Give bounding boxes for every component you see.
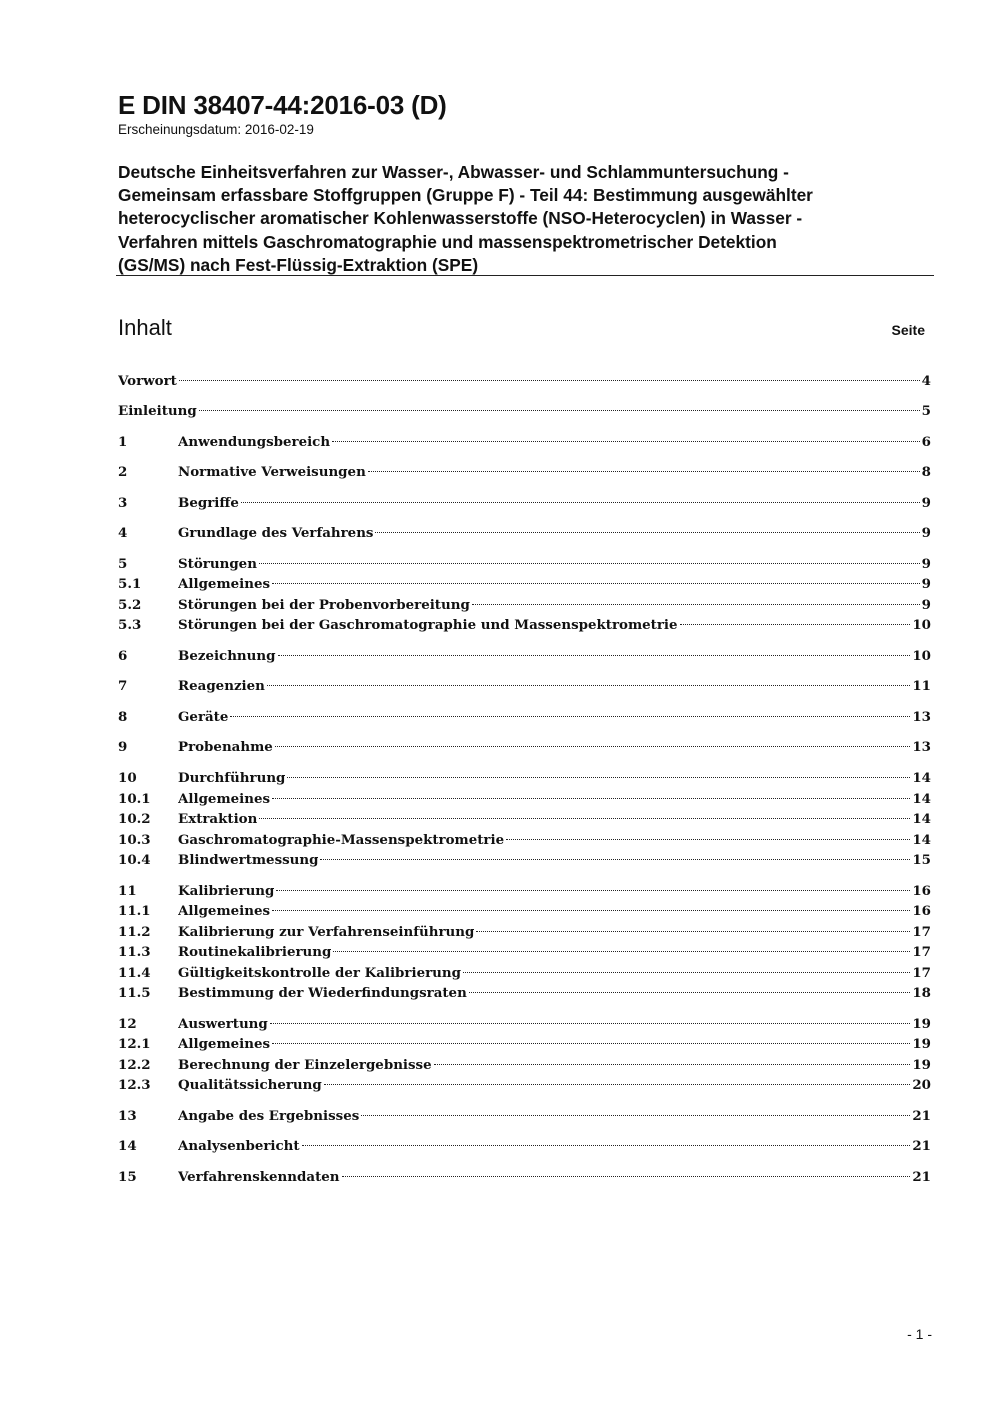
toc-entry-label: Störungen bbox=[178, 556, 257, 572]
toc-entry-label: Verfahrenskenndaten bbox=[178, 1169, 340, 1185]
toc-entry-number: 7 bbox=[118, 678, 128, 694]
toc-entry-page: 21 bbox=[912, 1108, 931, 1124]
toc-entry-page: 9 bbox=[921, 525, 931, 541]
toc-dot-leader bbox=[241, 502, 920, 503]
toc-dot-leader bbox=[320, 859, 910, 860]
toc-entry-number: 5.3 bbox=[118, 617, 142, 633]
toc-entry-number: 4 bbox=[118, 525, 128, 541]
toc-dot-leader bbox=[275, 746, 911, 747]
toc-entry-page: 13 bbox=[912, 709, 931, 725]
toc-entry-label: Reagenzien bbox=[178, 678, 265, 694]
toc-entry-number: 10.3 bbox=[118, 832, 151, 848]
toc-entry[interactable] bbox=[118, 371, 931, 391]
title-line: heterocyclischer aromatischer Kohlenwasserstoffe (NSO-Heterocyclen) in Wasser - bbox=[118, 208, 803, 229]
toc-dot-leader bbox=[302, 1145, 911, 1146]
toc-entry-number: 12.1 bbox=[118, 1036, 151, 1052]
toc-entry-page: 5 bbox=[921, 403, 931, 419]
toc-entry-label: Angabe des Ergebnisses bbox=[178, 1108, 360, 1124]
toc-entry-page: 9 bbox=[921, 495, 931, 511]
toc-entry[interactable] bbox=[118, 942, 931, 962]
toc-dot-leader bbox=[278, 655, 911, 656]
title-line: Gemeinsam erfassbare Stoffgruppen (Gruppe F) - Teil 44: Bestimmung ausgewählter bbox=[118, 185, 813, 206]
toc-entry-label: Allgemeines bbox=[178, 1036, 271, 1052]
toc-entry[interactable] bbox=[118, 830, 931, 850]
toc-entry[interactable] bbox=[118, 615, 931, 635]
toc-entry-page: 14 bbox=[912, 811, 931, 827]
toc-entry[interactable] bbox=[118, 707, 931, 727]
toc-entry-number: 11.1 bbox=[118, 903, 151, 919]
toc-entry[interactable] bbox=[118, 1167, 931, 1187]
toc-entry-label: Gültigkeitskontrolle der Kalibrierung bbox=[178, 965, 461, 981]
toc-entry-number: 6 bbox=[118, 648, 128, 664]
toc-entry-label: Kalibrierung zur Verfahrenseinführung bbox=[178, 924, 475, 940]
toc-entry-number: 15 bbox=[118, 1169, 137, 1185]
toc-entry-number: 12.2 bbox=[118, 1057, 151, 1073]
toc-entry[interactable] bbox=[118, 554, 931, 574]
toc-entry[interactable] bbox=[118, 462, 931, 482]
toc-dot-leader bbox=[276, 890, 910, 891]
toc-entry-number: 11.4 bbox=[118, 965, 151, 981]
toc-entry[interactable] bbox=[118, 963, 931, 983]
toc-entry[interactable] bbox=[118, 401, 931, 421]
toc-entry-label: Auswertung bbox=[178, 1016, 268, 1032]
toc-entry-label: Extraktion bbox=[178, 811, 258, 827]
toc-entry-label: Qualitätssicherung bbox=[178, 1077, 322, 1093]
toc-dot-leader bbox=[272, 798, 910, 799]
toc-entry-label: Störungen bei der Gaschromatographie und Massenspektrometrie bbox=[178, 617, 678, 633]
toc-entry-label: Allgemeines bbox=[178, 903, 271, 919]
toc-entry-label: Einleitung bbox=[118, 403, 197, 419]
toc-entry-number: 12.3 bbox=[118, 1077, 151, 1093]
toc-dot-leader bbox=[259, 818, 910, 819]
toc-entry[interactable] bbox=[118, 789, 931, 809]
toc-dot-leader bbox=[434, 1064, 911, 1065]
toc-entry-number: 10.4 bbox=[118, 852, 151, 868]
toc-entry[interactable] bbox=[118, 1055, 931, 1075]
toc-entry-number: 10.2 bbox=[118, 811, 151, 827]
toc-entry[interactable] bbox=[118, 901, 931, 921]
title-line: (GS/MS) nach Fest-Flüssig-Extraktion (SPE) bbox=[118, 254, 479, 275]
toc-entry-number: 11.2 bbox=[118, 924, 151, 940]
toc-dot-leader bbox=[476, 931, 910, 932]
toc-entry-number: 2 bbox=[118, 464, 128, 480]
toc-dot-leader bbox=[375, 532, 919, 533]
toc-entry-page: 21 bbox=[912, 1169, 931, 1185]
toc-entry-number: 11.5 bbox=[118, 985, 151, 1001]
toc-entry[interactable] bbox=[118, 523, 931, 543]
toc-entry-page: 17 bbox=[912, 944, 931, 960]
toc-entry-label: Anwendungsbereich bbox=[178, 434, 331, 450]
toc-entry-label: Gaschromatographie-Massenspektrometrie bbox=[178, 832, 505, 848]
toc-dot-leader bbox=[259, 563, 920, 564]
toc-entry[interactable] bbox=[118, 493, 931, 513]
toc-dot-leader bbox=[368, 471, 920, 472]
toc-entry-number: 10 bbox=[118, 770, 137, 786]
toc-entry[interactable] bbox=[118, 983, 931, 1003]
toc-entry-page: 10 bbox=[912, 617, 931, 633]
toc-entry[interactable] bbox=[118, 595, 931, 615]
toc-entry-label: Routinekalibrierung bbox=[178, 944, 332, 960]
toc-dot-leader bbox=[342, 1176, 911, 1177]
toc-entry-label: Durchführung bbox=[178, 770, 286, 786]
toc-entry[interactable] bbox=[118, 574, 931, 594]
toc-entry[interactable] bbox=[118, 432, 931, 452]
toc-entry-number: 10.1 bbox=[118, 791, 151, 807]
toc-entry[interactable] bbox=[118, 737, 931, 757]
toc-entry-page: 19 bbox=[912, 1036, 931, 1052]
toc-entry-label: Analysenbericht bbox=[178, 1138, 300, 1154]
toc-entry-number: 11.3 bbox=[118, 944, 151, 960]
toc-entry[interactable] bbox=[118, 1106, 931, 1126]
toc-entry-number: 13 bbox=[118, 1108, 137, 1124]
toc-dot-leader bbox=[272, 910, 910, 911]
toc-dot-leader bbox=[270, 1023, 911, 1024]
toc-entry[interactable] bbox=[118, 1034, 931, 1054]
document-id: E DIN 38407-44:2016-03 (D) bbox=[118, 90, 447, 120]
toc-entry[interactable] bbox=[118, 676, 931, 696]
toc-entry[interactable] bbox=[118, 1014, 931, 1034]
toc-entry[interactable] bbox=[118, 850, 931, 870]
toc-entry-page: 8 bbox=[921, 464, 931, 480]
toc-entry-label: Probenahme bbox=[178, 739, 273, 755]
toc-entry-label: Blindwertmessung bbox=[178, 852, 319, 868]
toc-dot-leader bbox=[469, 992, 911, 993]
toc-entry[interactable] bbox=[118, 1136, 931, 1156]
toc-entry-page: 19 bbox=[912, 1057, 931, 1073]
toc-dot-leader bbox=[680, 624, 911, 625]
toc-entry-label: Normative Verweisungen bbox=[178, 464, 366, 480]
page-column-label: Seite bbox=[891, 322, 925, 338]
title-divider bbox=[116, 275, 934, 276]
toc-entry-label: Kalibrierung bbox=[178, 883, 275, 899]
toc-entry-page: 16 bbox=[912, 883, 931, 899]
toc-entry-page: 6 bbox=[921, 434, 931, 450]
toc-dot-leader bbox=[272, 583, 920, 584]
toc-entry[interactable] bbox=[118, 646, 931, 666]
toc-entry[interactable] bbox=[118, 881, 931, 901]
toc-entry-number: 11 bbox=[118, 883, 137, 899]
toc-entry-page: 9 bbox=[921, 556, 931, 572]
toc-dot-leader bbox=[287, 777, 910, 778]
toc-dot-leader bbox=[267, 685, 910, 686]
toc-entry-number: 5.1 bbox=[118, 576, 142, 592]
toc-entry[interactable] bbox=[118, 768, 931, 788]
toc-entry-label: Allgemeines bbox=[178, 576, 271, 592]
toc-entry-page: 21 bbox=[912, 1138, 931, 1154]
toc-entry-label: Bestimmung der Wiederfindungsraten bbox=[178, 985, 467, 1001]
toc-entry-page: 17 bbox=[912, 965, 931, 981]
toc-entry-page: 14 bbox=[912, 770, 931, 786]
toc-dot-leader bbox=[230, 716, 910, 717]
toc-entry-page: 15 bbox=[912, 852, 931, 868]
toc-entry-page: 19 bbox=[912, 1016, 931, 1032]
toc-entry-page: 16 bbox=[912, 903, 931, 919]
toc-entry-page: 4 bbox=[921, 373, 931, 389]
toc-entry-page: 13 bbox=[912, 739, 931, 755]
toc-entry-page: 9 bbox=[921, 576, 931, 592]
toc-entry-number: 5 bbox=[118, 556, 128, 572]
toc-entry-number: 14 bbox=[118, 1138, 137, 1154]
toc-dot-leader bbox=[199, 410, 920, 411]
toc-dot-leader bbox=[179, 380, 920, 381]
toc-entry-page: 10 bbox=[912, 648, 931, 664]
toc-heading: Inhalt bbox=[118, 315, 172, 340]
page-number: - 1 - bbox=[907, 1326, 932, 1342]
title-line: Verfahren mittels Gaschromatographie und massenspektrometrischer Detektion bbox=[118, 231, 777, 252]
toc-dot-leader bbox=[463, 972, 910, 973]
toc-entry-label: Geräte bbox=[178, 709, 229, 725]
toc-entry-page: 14 bbox=[912, 832, 931, 848]
toc-entry-label: Grundlage des Verfahrens bbox=[178, 525, 374, 541]
toc-entry[interactable] bbox=[118, 809, 931, 829]
toc-entry[interactable] bbox=[118, 1075, 931, 1095]
toc-entry-label: Vorwort bbox=[118, 373, 177, 389]
toc-entry-page: 9 bbox=[921, 597, 931, 613]
toc-entry-label: Begriffe bbox=[178, 495, 239, 511]
toc-entry-number: 12 bbox=[118, 1016, 137, 1032]
toc-entry-page: 17 bbox=[912, 924, 931, 940]
toc-dot-leader bbox=[361, 1115, 910, 1116]
toc-dot-leader bbox=[324, 1084, 911, 1085]
toc-entry-page: 11 bbox=[912, 678, 931, 694]
toc-entry-number: 8 bbox=[118, 709, 128, 725]
toc-entry-page: 18 bbox=[912, 985, 931, 1001]
publication-date: Erscheinungsdatum: 2016-02-19 bbox=[118, 122, 314, 137]
document-title bbox=[118, 161, 938, 277]
toc-entry-label: Störungen bei der Probenvorbereitung bbox=[178, 597, 470, 613]
toc-dot-leader bbox=[272, 1043, 910, 1044]
toc-dot-leader bbox=[472, 604, 920, 605]
toc-entry-number: 1 bbox=[118, 434, 128, 450]
toc-dot-leader bbox=[332, 441, 920, 442]
title-line: Deutsche Einheitsverfahren zur Wasser-, Abwasser- und Schlammuntersuchung - bbox=[118, 162, 789, 182]
toc-entry[interactable] bbox=[118, 922, 931, 942]
toc-entry-label: Allgemeines bbox=[178, 791, 271, 807]
toc-entry-label: Bezeichnung bbox=[178, 648, 276, 664]
toc-dot-leader bbox=[333, 951, 910, 952]
toc-entry-number: 5.2 bbox=[118, 597, 142, 613]
toc-entry-label: Berechnung der Einzelergebnisse bbox=[178, 1057, 432, 1073]
toc-entry-page: 20 bbox=[912, 1077, 931, 1093]
toc-entry-number: 3 bbox=[118, 495, 128, 511]
toc-entry-number: 9 bbox=[118, 739, 128, 755]
toc-entry-page: 14 bbox=[912, 791, 931, 807]
toc-dot-leader bbox=[506, 839, 910, 840]
